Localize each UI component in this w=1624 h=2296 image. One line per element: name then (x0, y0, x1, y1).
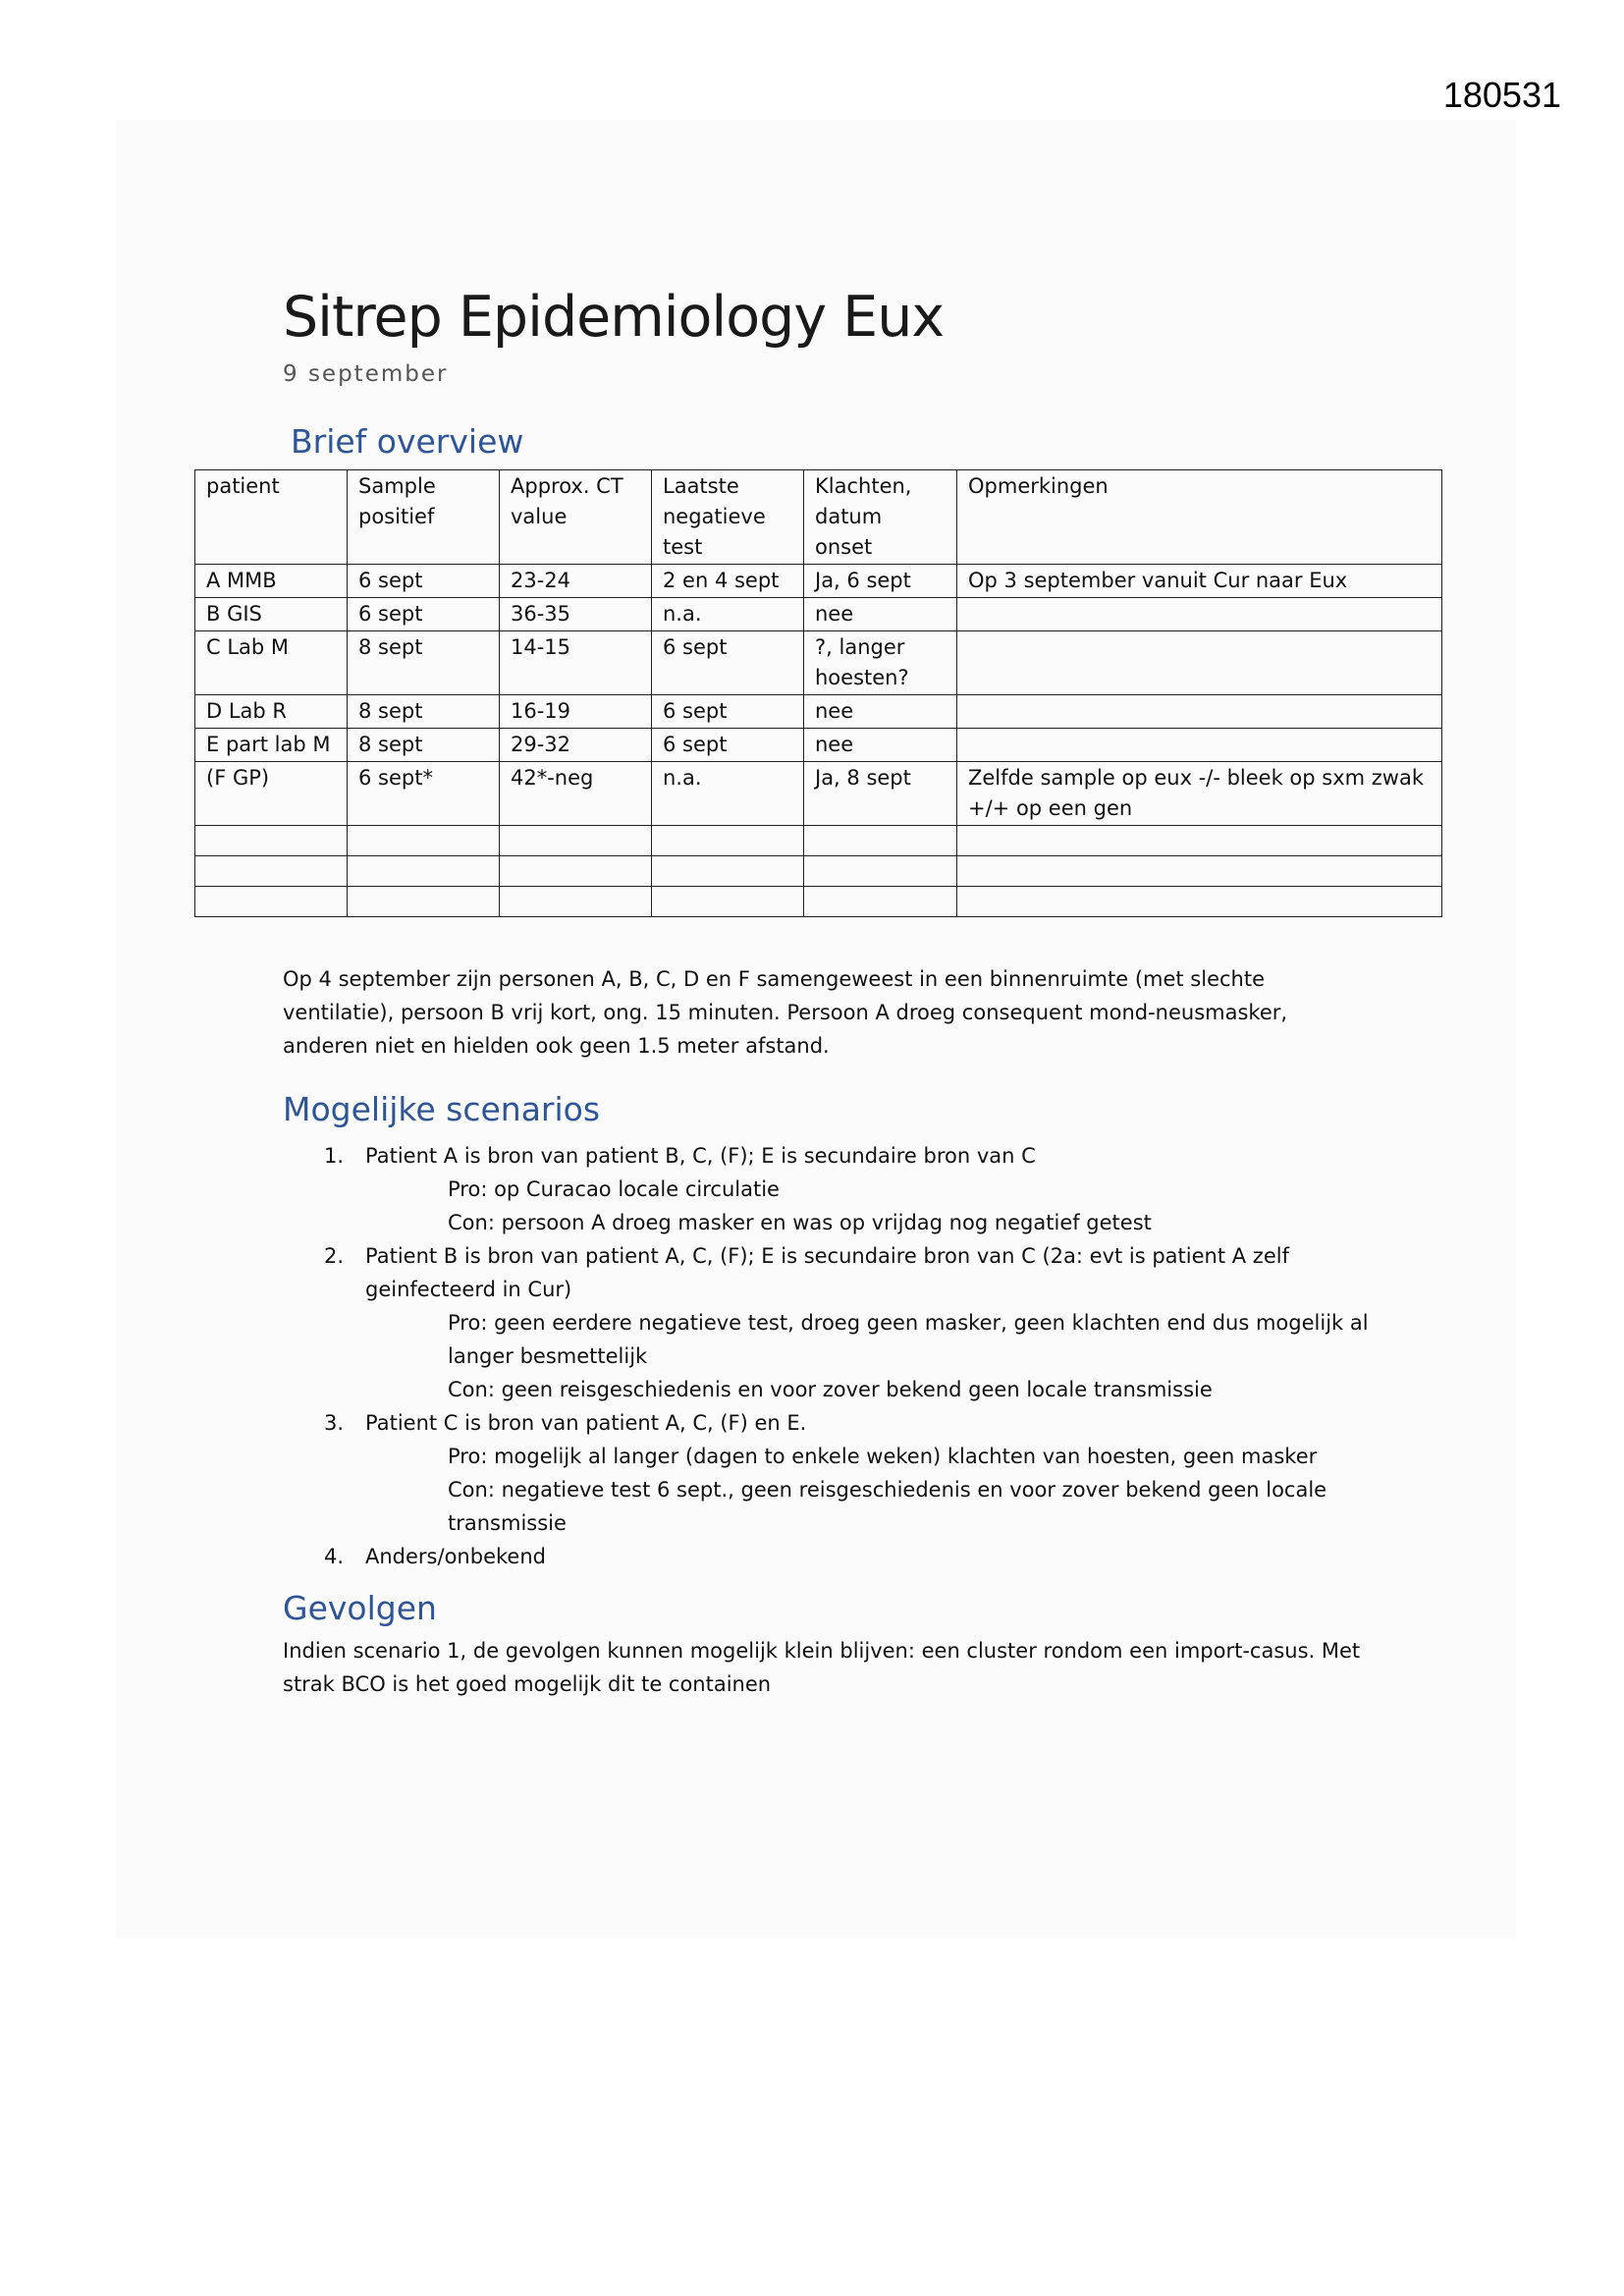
table-cell (957, 729, 1442, 762)
list-number: 3. (324, 1411, 345, 1435)
table-cell: Op 3 september vanuit Cur naar Eux (957, 565, 1442, 598)
list-item (283, 1139, 1382, 1239)
list-number: 1. (324, 1144, 345, 1168)
table-row (195, 762, 1442, 826)
table-cell (957, 631, 1442, 695)
table-cell: 6 sept (348, 598, 500, 631)
table-cell: A MMB (195, 565, 348, 598)
table-cell: 6 sept (652, 631, 804, 695)
table-cell: 6 sept (348, 565, 500, 598)
overview-table (194, 469, 1442, 917)
header-laatste-negatieve-test: Laatste negatieve test (652, 470, 804, 565)
section-heading-scenarios: Mogelijke scenarios (283, 1090, 601, 1128)
table-row-empty (195, 856, 1442, 887)
table-cell: Zelfde sample op eux -/- bleek op sxm zwak +/+ op een gen (957, 762, 1442, 826)
table-cell: 42*-neg (500, 762, 652, 826)
section-heading-overview: Brief overview (291, 422, 524, 461)
scenario-list (283, 1139, 1382, 1573)
section-heading-gevolgen: Gevolgen (283, 1589, 437, 1627)
table-cell: 14-15 (500, 631, 652, 695)
table-cell: ?, langer hoesten? (804, 631, 957, 695)
table-header-row (195, 470, 1442, 565)
gevolgen-paragraph: Indien scenario 1, de gevolgen kunnen mogelijk klein blijven: een cluster rondom een import-casus. Met strak BCO is het goed mogelijk dit te containen (283, 1639, 1361, 1696)
list-item (283, 1406, 1382, 1540)
header-klachten-onset: Klachten, datum onset (804, 470, 957, 565)
table-cell: 36-35 (500, 598, 652, 631)
scenario-text: Patient B is bron van patient A, C, (F); E is secundaire bron van C (2a: evt is patient A zelf geinfecteerd in Cur) (365, 1244, 1289, 1301)
table-row (195, 598, 1442, 631)
table-cell: 2 en 4 sept (652, 565, 804, 598)
header-sample-positief: Sample positief (348, 470, 500, 565)
page-title: Sitrep Epidemiology Eux (283, 285, 945, 350)
table-cell: 8 sept (348, 631, 500, 695)
table-row (195, 695, 1442, 729)
table-cell (957, 695, 1442, 729)
list-number: 4. (324, 1545, 345, 1568)
scenario-pro: Pro: mogelijk al langer (dagen to enkele weken) klachten van hoesten, geen masker (448, 1445, 1318, 1468)
page-subtitle-date: 9 september (283, 361, 449, 387)
scenario-text: Patient C is bron van patient A, C, (F) en E. (365, 1411, 807, 1435)
scenario-pro: Pro: geen eerdere negatieve test, droeg geen masker, geen klachten end dus mogelijk al langer besmettelijk (448, 1311, 1369, 1368)
table-cell: 16-19 (500, 695, 652, 729)
header-ct-value: Approx. CT value (500, 470, 652, 565)
table-cell: nee (804, 598, 957, 631)
table-cell: n.a. (652, 598, 804, 631)
table-cell: 6 sept (652, 695, 804, 729)
table-row-empty (195, 826, 1442, 856)
table-cell: 6 sept* (348, 762, 500, 826)
list-item (283, 1540, 1382, 1573)
table-cell: nee (804, 729, 957, 762)
list-number: 2. (324, 1244, 345, 1268)
table-cell: C Lab M (195, 631, 348, 695)
scenario-con: Con: persoon A droeg masker en was op vrijdag nog negatief getest (448, 1211, 1152, 1234)
header-opmerkingen: Opmerkingen (957, 470, 1442, 565)
table-row (195, 631, 1442, 695)
table-cell: E part lab M (195, 729, 348, 762)
table-cell: 6 sept (652, 729, 804, 762)
table-row-empty (195, 887, 1442, 917)
scenario-text: Patient A is bron van patient B, C, (F); E is secundaire bron van C (365, 1144, 1036, 1168)
table-row (195, 729, 1442, 762)
table-cell (957, 598, 1442, 631)
document-number: 180531 (1442, 75, 1561, 115)
table-cell: 8 sept (348, 729, 500, 762)
table-cell: Ja, 8 sept (804, 762, 957, 826)
scenario-pro: Pro: op Curacao locale circulatie (448, 1177, 780, 1201)
header-patient: patient (195, 470, 348, 565)
table-cell: nee (804, 695, 957, 729)
table-cell: 8 sept (348, 695, 500, 729)
table-cell: Ja, 6 sept (804, 565, 957, 598)
list-item (283, 1239, 1382, 1406)
scenario-con: Con: negatieve test 6 sept., geen reisgeschiedenis en voor zover bekend geen locale transmissie (448, 1478, 1327, 1535)
table-cell: 29-32 (500, 729, 652, 762)
table-cell: (F GP) (195, 762, 348, 826)
table-cell: B GIS (195, 598, 348, 631)
table-row (195, 565, 1442, 598)
scenario-con: Con: geen reisgeschiedenis en voor zover bekend geen locale transmissie (448, 1378, 1213, 1401)
table-cell: 23-24 (500, 565, 652, 598)
table-cell: n.a. (652, 762, 804, 826)
table-cell: D Lab R (195, 695, 348, 729)
context-paragraph: Op 4 september zijn personen A, B, C, D en F samengeweest in een binnenruimte (met slechte ventilatie), persoon B vrij kort, ong. 15 minuten. Persoon A droeg consequent mond-neusmasker, anderen niet en hielden ook geen 1.5 meter afstand. (283, 967, 1288, 1058)
scenario-text: Anders/onbekend (365, 1545, 546, 1568)
